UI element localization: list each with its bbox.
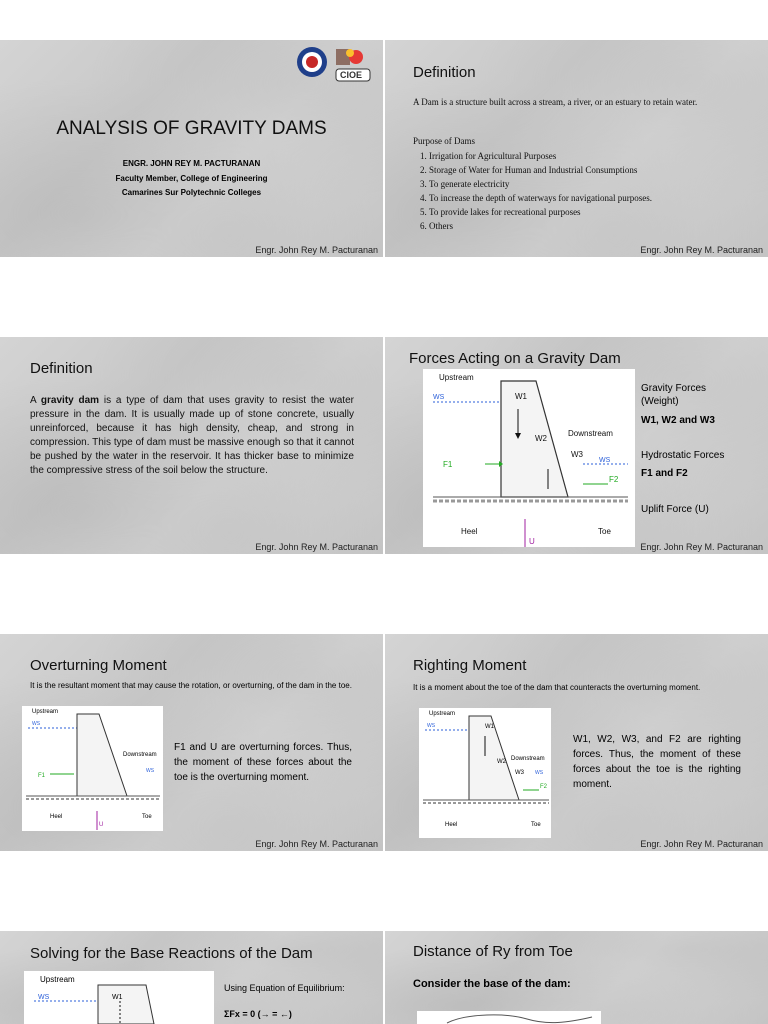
label-w3: W3: [515, 770, 524, 776]
college-logo: [294, 43, 374, 85]
label-f2: F2: [609, 475, 619, 484]
list-item: 2. Storage of Water for Human and Industrial Consumptions: [429, 163, 652, 177]
label-f1: F1: [38, 773, 46, 779]
list-item: 5. To provide lakes for recreational purposes: [429, 205, 652, 219]
label-downstream: Downstream: [568, 429, 613, 438]
label-ws: WS: [38, 994, 50, 1001]
dam-diagram: [423, 369, 635, 547]
label-ws-downstream: WS: [146, 768, 155, 774]
label-w1: W1: [515, 392, 527, 401]
label-toe: Toe: [531, 822, 541, 828]
label-downstream: Downstream: [123, 752, 157, 758]
presentation-title: ANALYSIS OF GRAVITY DAMS: [56, 118, 327, 139]
dam-definition-text: A Dam is a structure built across a stream, a river, or an estuary to retain water.: [413, 97, 698, 107]
hydrostatic-forces-list: F1 and F2: [641, 468, 688, 479]
slide-definition-gravity-dam: [0, 337, 383, 554]
label-heel: Heel: [50, 814, 63, 820]
label-w1: W1: [112, 994, 123, 1001]
hydrostatic-label: Hydrostatic Forces: [641, 450, 725, 461]
slide-title: Overturning Moment: [30, 657, 167, 674]
overturning-body: F1 and U are overturning forces. Thus, the moment of these forces about the toe is the overturning moment.: [174, 742, 352, 783]
dam-diagram-partial: [24, 971, 214, 1024]
slide-title: [0, 40, 383, 257]
label-ws-upstream: WS: [433, 394, 445, 401]
affiliation-line-1: Faculty Member, College of Engineering: [115, 174, 268, 183]
slide-title: Solving for the Base Reactions of the Dam: [30, 945, 313, 962]
label-downstream: Downstream: [511, 756, 545, 762]
slide-footer: Engr. John Rey M. Pacturanan: [255, 542, 378, 552]
logo-text: CIOE: [340, 70, 363, 80]
label-f2: F2: [540, 784, 548, 790]
label-toe: Toe: [598, 527, 611, 536]
label-upstream: Upstream: [439, 373, 474, 382]
purpose-heading: Purpose of Dams: [413, 136, 475, 146]
slide-righting-moment: [385, 634, 768, 851]
gravity-forces-list: W1, W2 and W3: [641, 415, 715, 426]
slide-title: Righting Moment: [413, 657, 527, 674]
label-toe: Toe: [142, 814, 152, 820]
author-name: ENGR. JOHN REY M. PACTURANAN: [122, 159, 261, 168]
list-item: 4. To increase the depth of waterways for navigational purposes.: [429, 191, 652, 205]
label-upstream: Upstream: [429, 711, 456, 717]
slide-base-reactions: [0, 931, 383, 1024]
label-upstream: Upstream: [40, 975, 75, 984]
slide-definition-dam: [385, 40, 768, 257]
label-heel: Heel: [461, 527, 478, 536]
equilibrium-label: Using Equation of Equilibrium:: [224, 983, 345, 993]
slide-forces-acting: [385, 337, 768, 554]
equation-sum-fx: ΣFx = 0 (→ = ←): [224, 1009, 292, 1019]
overturning-description: It is the resultant moment that may cause the rotation, or overturning, of the dam in the toe.: [30, 681, 352, 690]
slide-title: Forces Acting on a Gravity Dam: [409, 350, 621, 367]
gravity-dam-definition: A gravity dam is a type of dam that uses gravity to resist the water pressure in the dam. It is usually made up of stone concrete, usually unreinforced, because it has high density, cheap, and strong in compression. This type of dam must be massive enough so that it cannot be pushed by the water in the reservoir. It has thicker base to minimize the compressive stress of the soil below the structure.: [30, 395, 354, 476]
label-heel: Heel: [445, 822, 458, 828]
label-ws-downstream: WS: [535, 770, 544, 776]
dam-diagram-small: [419, 708, 551, 838]
label-w3: W3: [571, 450, 583, 459]
gravity-forces-label: Gravity Forces (Weight): [641, 383, 707, 407]
righting-body: W1, W2, W3, and F2 are righting forces. Thus, the moment of these forces about the toe is the righting moment.: [573, 734, 741, 790]
slide-footer: Engr. John Rey M. Pacturanan: [640, 542, 763, 552]
slide-title: Definition: [30, 360, 93, 377]
label-u: U: [529, 537, 535, 546]
bold-term: gravity dam: [40, 395, 100, 406]
slide-footer: Engr. John Rey M. Pacturanan: [255, 839, 378, 849]
list-item: 3. To generate electricity: [429, 177, 652, 191]
base-diagram-partial: [417, 1011, 601, 1024]
slide-title: Definition: [413, 64, 476, 81]
label-ws-upstream: WS: [32, 721, 41, 727]
label-u: U: [99, 822, 104, 828]
slide-title: Distance of Ry from Toe: [413, 943, 573, 960]
label-w1: W1: [485, 724, 494, 730]
dam-diagram-small: [22, 706, 163, 831]
uplift-label: Uplift Force (U): [641, 504, 709, 515]
label-upstream: Upstream: [32, 709, 59, 715]
purpose-list: [413, 149, 652, 233]
label-w2: W2: [497, 759, 506, 765]
slide-footer: Engr. John Rey M. Pacturanan: [640, 839, 763, 849]
label-f1: F1: [443, 460, 453, 469]
consider-base-text: Consider the base of the dam:: [413, 978, 571, 990]
list-item: 6. Others: [429, 219, 652, 233]
slide-footer: Engr. John Rey M. Pacturanan: [255, 245, 378, 255]
label-w2: W2: [535, 434, 547, 443]
slide-distance-ry: [385, 931, 768, 1024]
slide-footer: Engr. John Rey M. Pacturanan: [640, 245, 763, 255]
affiliation-line-2: Camarines Sur Polytechnic Colleges: [121, 188, 262, 197]
slide-overturning-moment: [0, 634, 383, 851]
label-ws-upstream: WS: [427, 723, 436, 729]
label-ws-downstream: WS: [599, 457, 611, 464]
righting-description: It is a moment about the toe of the dam that counteracts the overturning moment.: [413, 683, 701, 692]
list-item: 1. Irrigation for Agricultural Purposes: [429, 149, 652, 163]
